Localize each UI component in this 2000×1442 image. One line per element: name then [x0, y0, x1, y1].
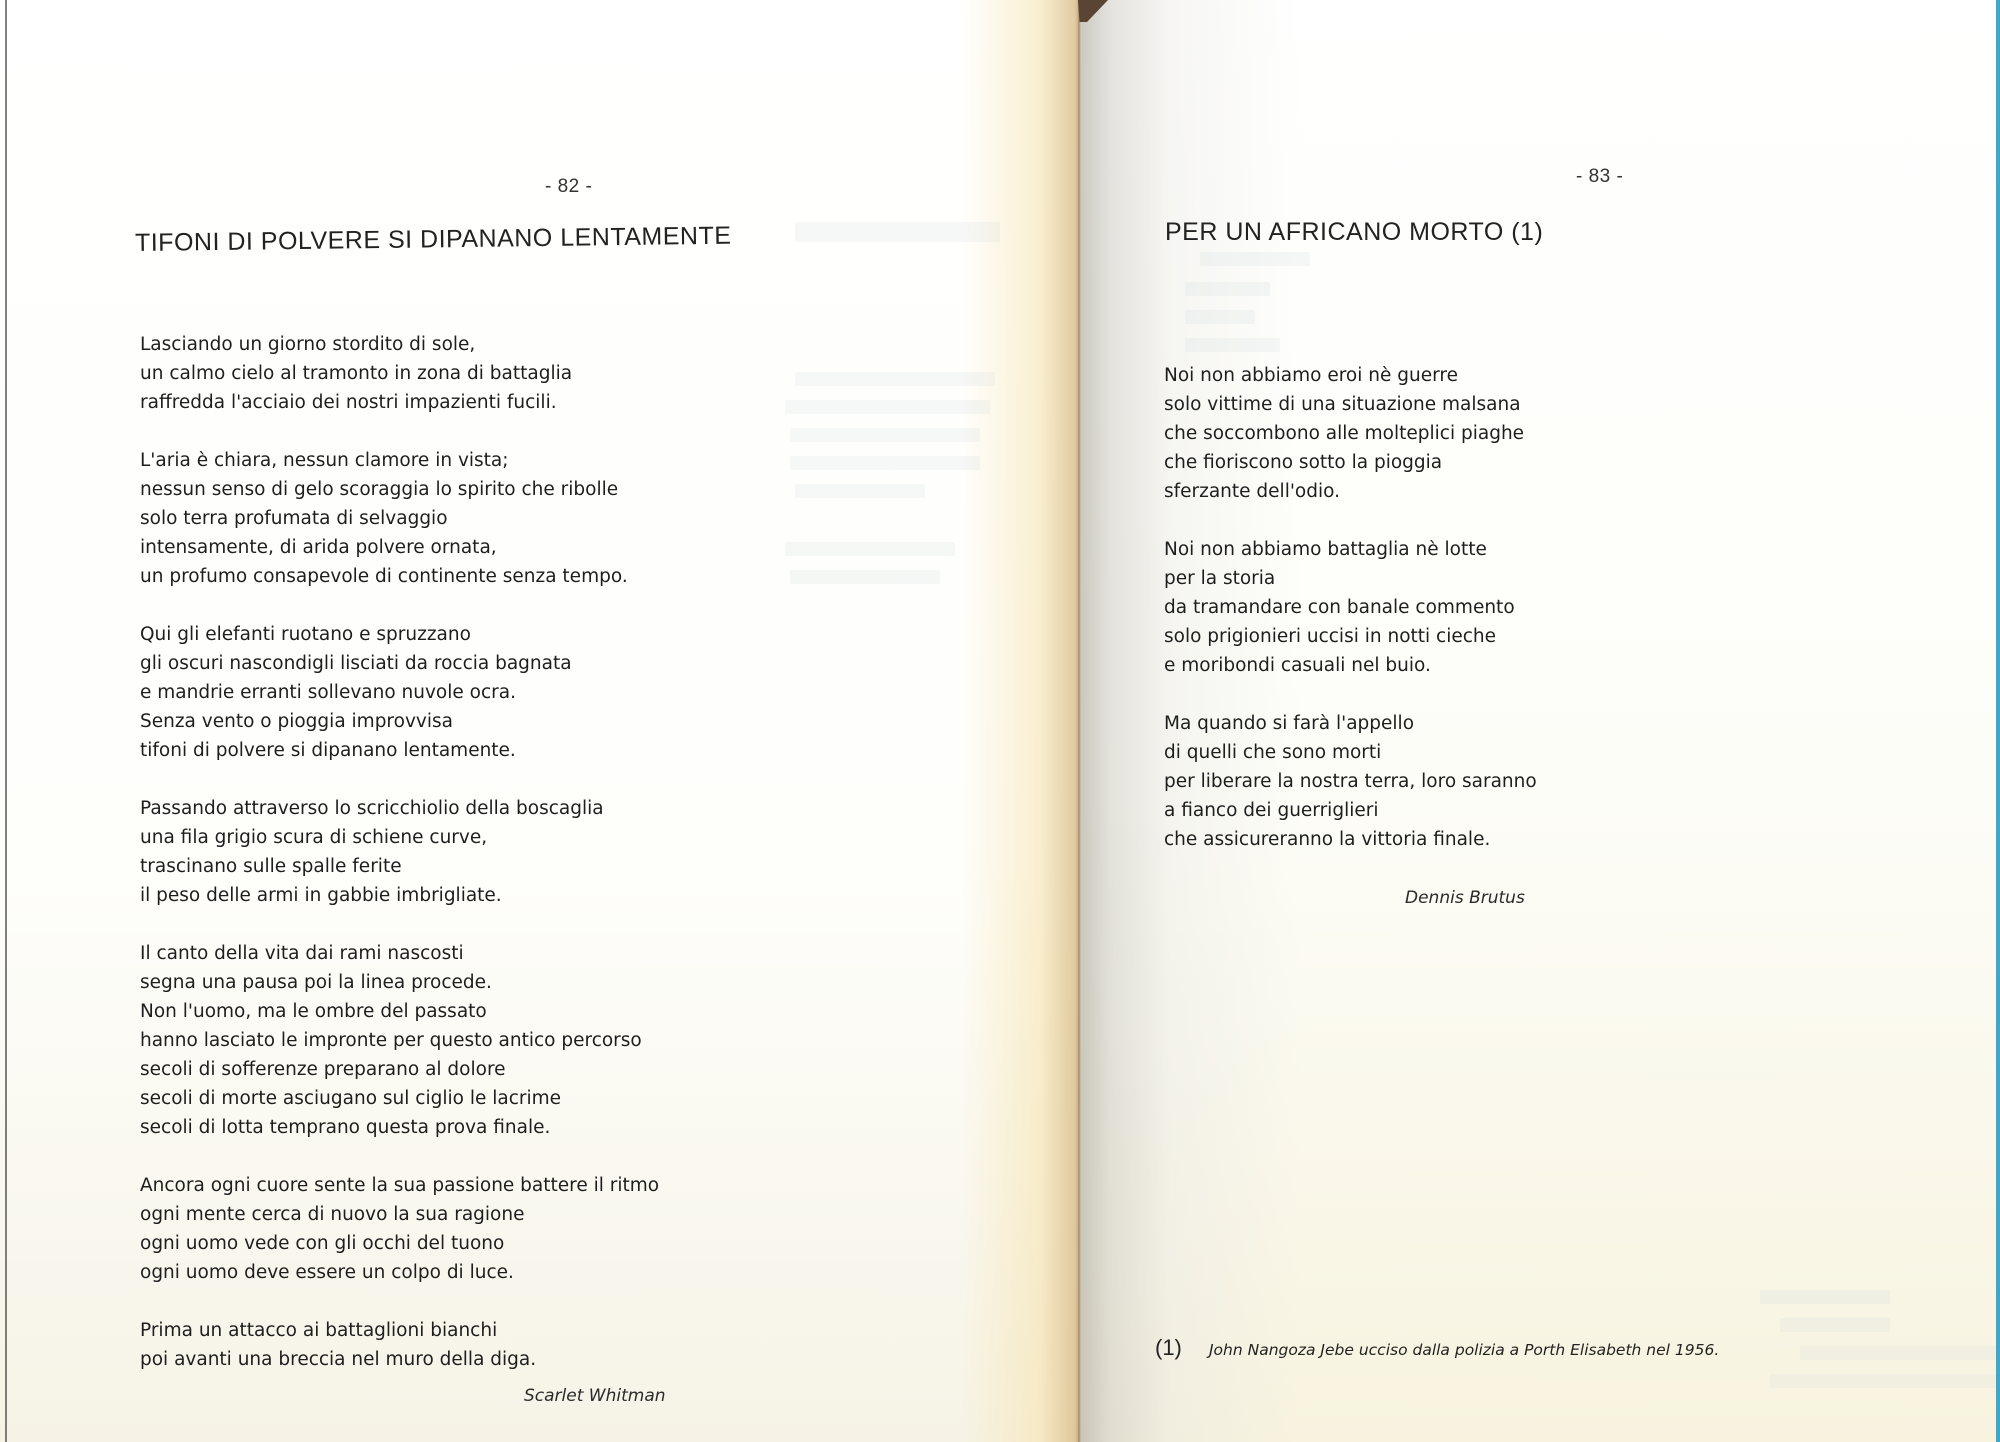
poem-line: Prima un attacco ai battaglioni bianchi: [140, 1320, 498, 1341]
poem-line: e mandrie erranti sollevano nuvole ocra.: [140, 682, 516, 703]
poem-line: che soccombono alle molteplici piaghe: [1164, 423, 1525, 444]
poem-line: intensamente, di arida polvere ornata,: [140, 537, 497, 558]
poem-line: Lasciando un giorno stordito di sole,: [140, 334, 476, 355]
show-through-text: [790, 456, 980, 470]
poem-title: TIFONI DI POLVERE SI DIPANANO LENTAMENTE: [134, 221, 732, 257]
stanza: [140, 620, 659, 765]
footnote-text: John Nangoza Jebe ucciso dalla polizia a Porth Elisabeth nel 1956.: [1208, 1341, 1720, 1359]
poem-line: per la storia: [1164, 568, 1276, 589]
poem-line: poi avanti una breccia nel muro della diga.: [140, 1349, 537, 1370]
stanza: [140, 794, 659, 910]
poem-line: solo vittime di una situazione malsana: [1164, 394, 1521, 415]
poem-line: hanno lasciato le impronte per questo antico percorso: [140, 1030, 642, 1051]
poem-line: Ancora ogni cuore sente la sua passione battere il ritmo: [140, 1175, 660, 1196]
poem-line: che fioriscono sotto la pioggia: [1164, 452, 1443, 473]
poem-line: Passando attraverso lo scricchiolio della boscaglia: [140, 798, 604, 819]
poem-body: [1164, 361, 1537, 854]
poem-line: solo prigionieri uccisi in notti cieche: [1164, 626, 1497, 647]
stanza: [140, 1171, 659, 1287]
poem-line: L'aria è chiara, nessun clamore in vista;: [140, 450, 509, 471]
page-number: - 83 -: [1576, 166, 1624, 187]
poem-line: ogni mente cerca di nuovo la sua ragione: [140, 1204, 525, 1225]
show-through-text: [1185, 310, 1255, 324]
show-through-text: [795, 222, 1000, 242]
poem-line: Senza vento o pioggia improvvisa: [140, 711, 453, 732]
poem-line: Ma quando si farà l'appello: [1164, 713, 1415, 734]
poem-body: [140, 330, 659, 1374]
poem-line: di quelli che sono morti: [1164, 742, 1382, 763]
poem-line: Il canto della vita dai rami nascosti: [140, 943, 464, 964]
page-number: - 82 -: [545, 176, 593, 197]
poem-line: un calmo cielo al tramonto in zona di battaglia: [140, 363, 573, 384]
show-through-text: [795, 372, 995, 386]
footnote: [1155, 1335, 1719, 1361]
page-edge-line: [1996, 0, 2000, 1442]
stanza: [140, 330, 659, 417]
show-through-text: [1185, 338, 1280, 352]
poem-line: sferzante dell'odio.: [1164, 481, 1340, 502]
page-edge-line: [5, 0, 7, 1442]
poem-line: secoli di sofferenze preparano al dolore: [140, 1059, 506, 1080]
poem-line: gli oscuri nascondigli lisciati da roccia bagnata: [140, 653, 572, 674]
show-through-text: [790, 428, 980, 442]
stanza: [140, 939, 659, 1142]
poem-line: per liberare la nostra terra, loro saranno: [1164, 771, 1537, 792]
poem-line: solo terra profumata di selvaggio: [140, 508, 448, 529]
show-through-text: [795, 484, 925, 498]
poem-line: che assicureranno la vittoria finale.: [1164, 829, 1491, 850]
show-through-text: [790, 570, 940, 584]
poem-line: una fila grigio scura di schiene curve,: [140, 827, 488, 848]
book-gutter: [1078, 0, 1081, 1442]
poem-line: secoli di lotta temprano questa prova finale.: [140, 1117, 551, 1138]
poem-line: il peso delle armi in gabbie imbrigliate.: [140, 885, 502, 906]
poem-line: da tramandare con banale commento: [1164, 597, 1515, 618]
show-through-text: [785, 400, 990, 414]
stanza: [1164, 361, 1537, 506]
show-through-text: [1185, 282, 1270, 296]
poem-line: ogni uomo deve essere un colpo di luce.: [140, 1262, 514, 1283]
poem-line: e moribondi casuali nel buio.: [1164, 655, 1431, 676]
poem-line: ogni uomo vede con gli occhi del tuono: [140, 1233, 505, 1254]
poem-line: Noi non abbiamo battaglia nè lotte: [1164, 539, 1487, 560]
poem-line: Non l'uomo, ma le ombre del passato: [140, 1001, 487, 1022]
show-through-text: [1760, 1290, 1890, 1304]
poem-line: un profumo consapevole di continente senza tempo.: [140, 566, 628, 587]
poem-line: tifoni di polvere si dipanano lentamente.: [140, 740, 516, 761]
show-through-text: [1800, 1346, 2000, 1360]
show-through-text: [785, 542, 955, 556]
author-signature: Dennis Brutus: [1405, 888, 1525, 908]
show-through-text: [1780, 1318, 1890, 1332]
stanza: [1164, 535, 1537, 680]
poem-line: a fianco dei guerriglieri: [1164, 800, 1379, 821]
poem-line: trascinano sulle spalle ferite: [140, 856, 402, 877]
stanza: [140, 1316, 659, 1374]
poem-line: secoli di morte asciugano sul ciglio le lacrime: [140, 1088, 562, 1109]
show-through-text: [1200, 252, 1310, 266]
stanza: [140, 446, 659, 591]
poem-line: Noi non abbiamo eroi nè guerre: [1164, 365, 1458, 386]
stanza: [1164, 709, 1537, 854]
poem-line: Qui gli elefanti ruotano e spruzzano: [140, 624, 471, 645]
right-page: [1080, 0, 2000, 1442]
author-signature: Scarlet Whitman: [524, 1386, 666, 1406]
show-through-text: [1770, 1374, 2000, 1388]
poem-title: PER UN AFRICANO MORTO (1): [1165, 218, 1544, 246]
poem-line: segna una pausa poi la linea procede.: [140, 972, 492, 993]
poem-line: nessun senso di gelo scoraggia lo spirito che ribolle: [140, 479, 619, 500]
poem-line: raffredda l'acciaio dei nostri impazienti fucili.: [140, 392, 557, 413]
footnote-marker: (1): [1155, 1335, 1182, 1360]
